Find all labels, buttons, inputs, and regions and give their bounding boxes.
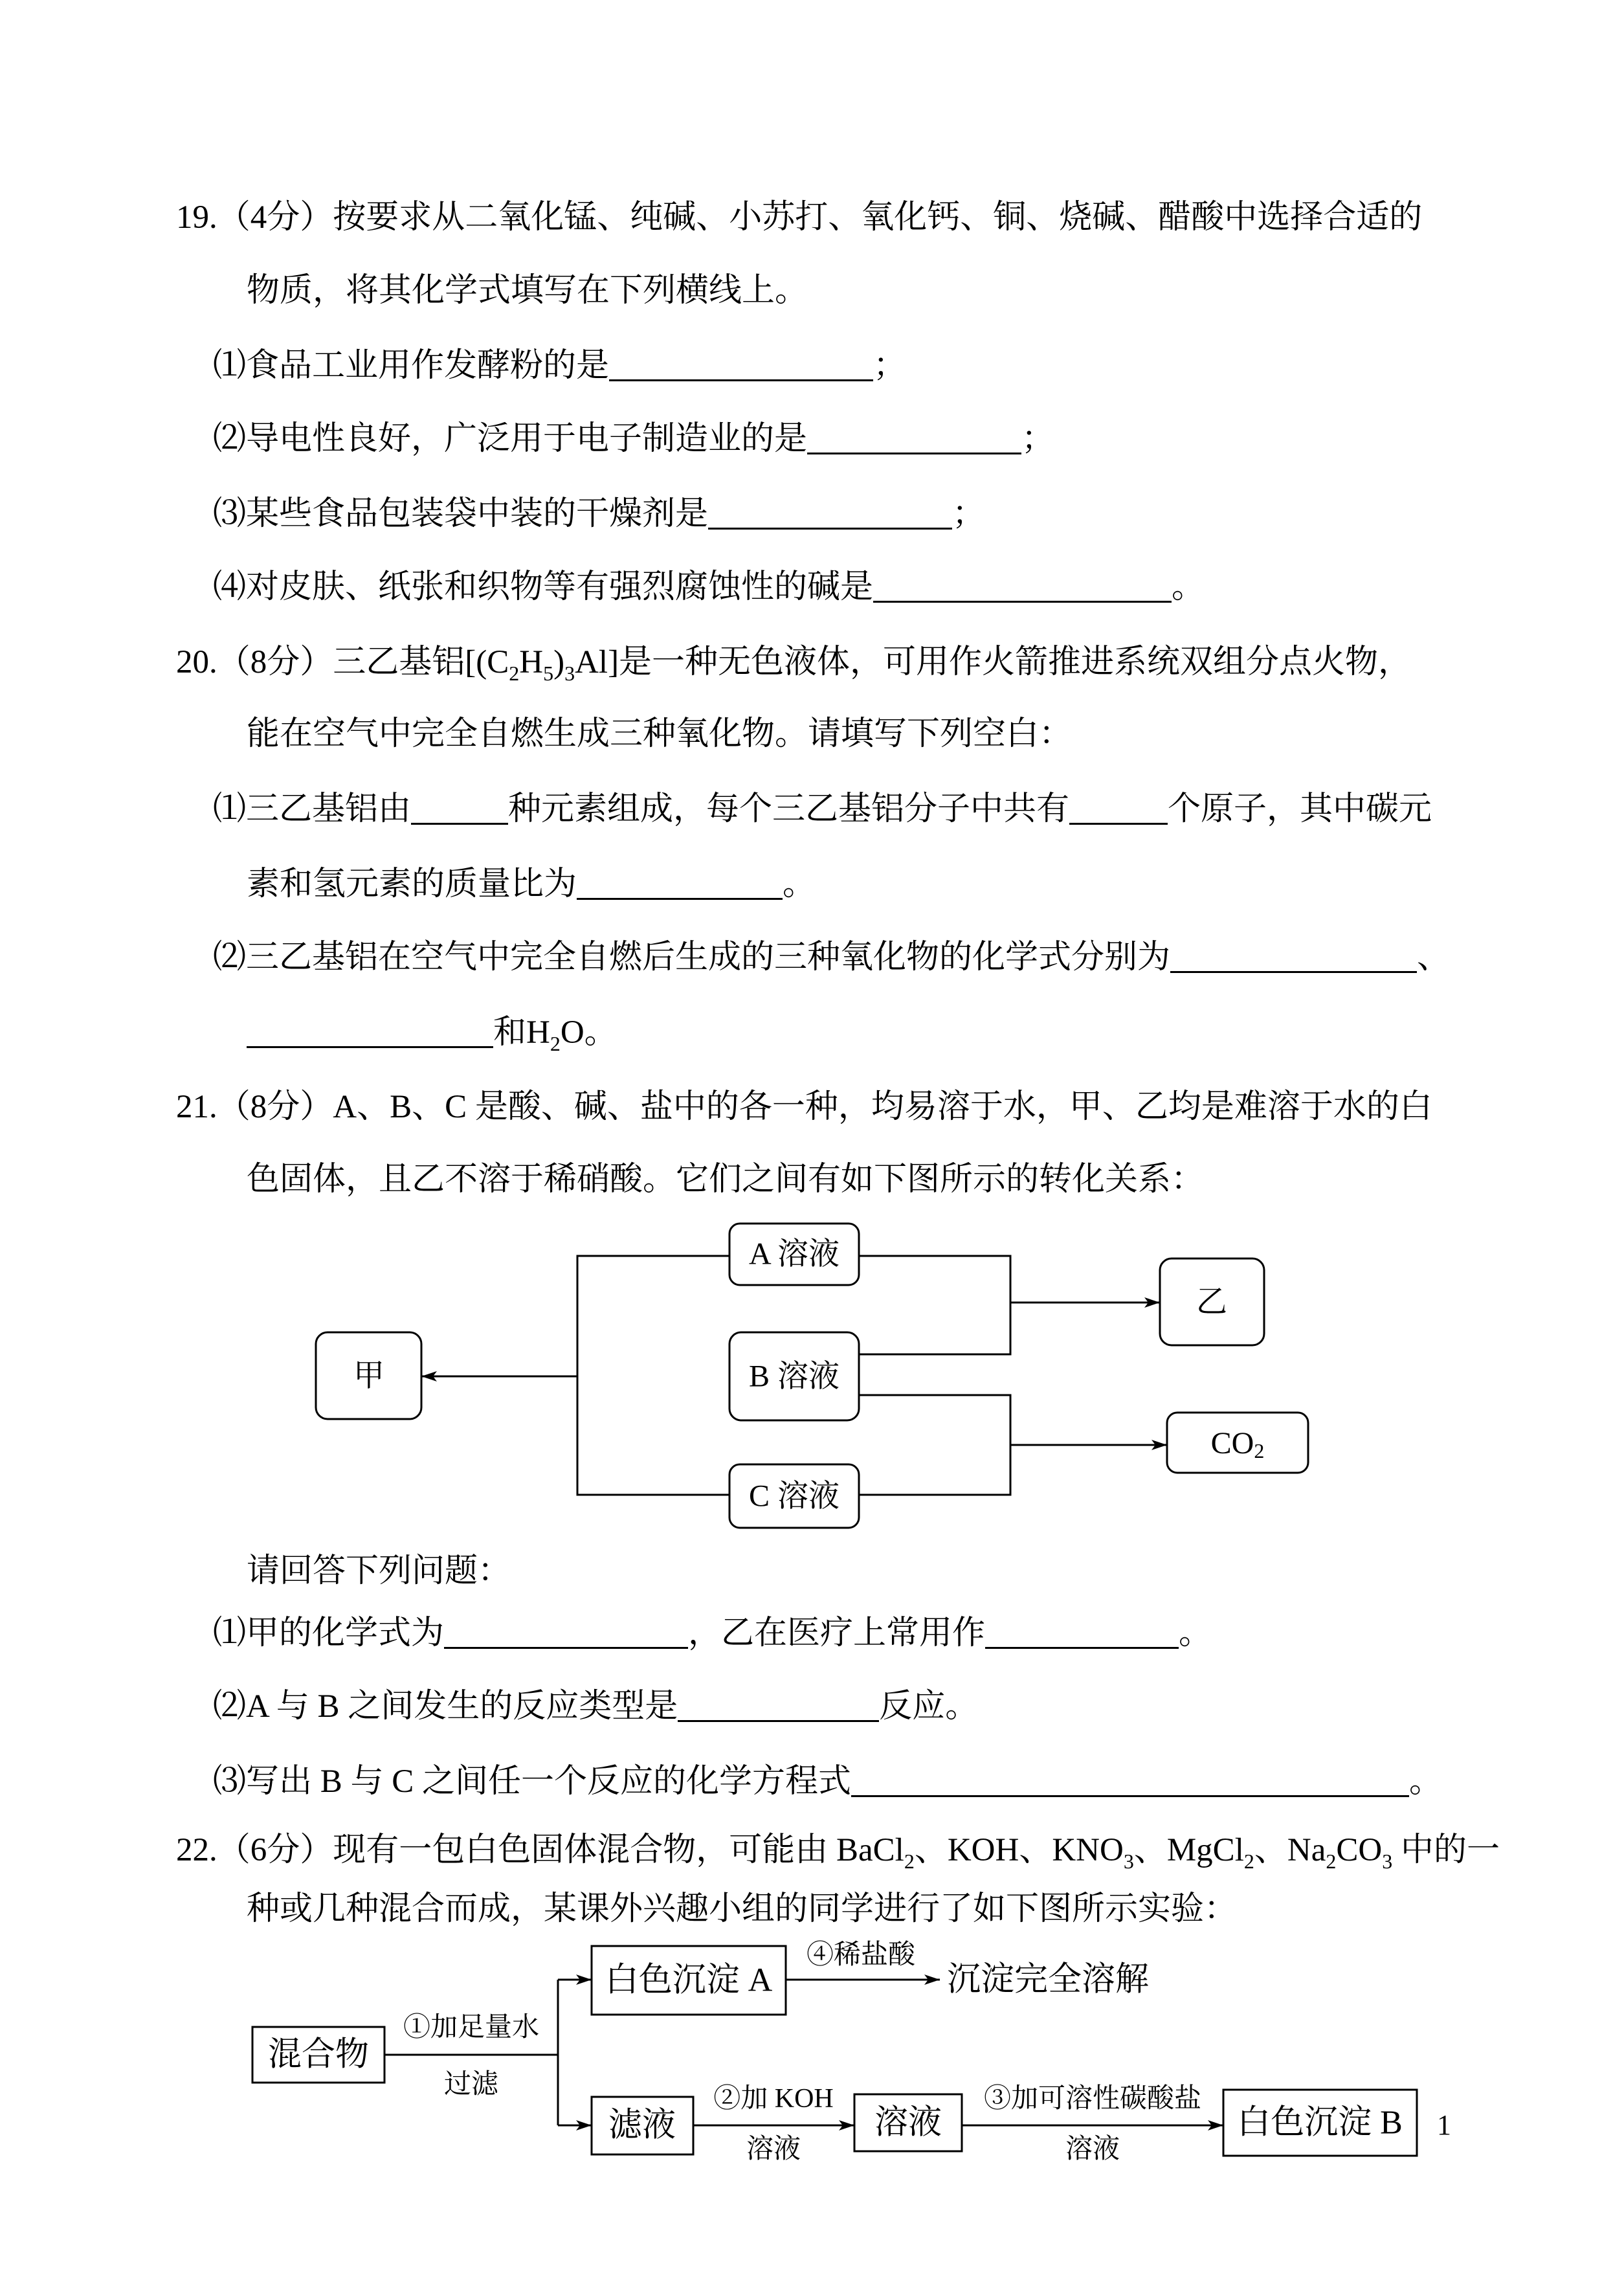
q20-stem-line-1 xyxy=(176,643,1412,685)
item-text: 、 xyxy=(1417,939,1451,976)
q20-stem-text: 20.（8分）三乙基铝[(C xyxy=(176,644,509,680)
answer-blank xyxy=(851,1769,1409,1797)
precipitate-b-label: 白色沉淀 B xyxy=(1237,2104,1403,2142)
q22-stem-text: 22.（6分）现有一包白色固体混合物，可能由 BaCl xyxy=(176,1832,904,1868)
item-text: ，乙在医疗上常用作 xyxy=(688,1615,986,1651)
answer-blank xyxy=(411,797,508,825)
item-prompt: ⑴三乙基铝由 xyxy=(213,791,412,827)
a-solution-label: A 溶液 xyxy=(748,1236,840,1271)
step4-label: ④稀盐酸 xyxy=(806,1940,916,1970)
item-end: 。 xyxy=(1179,1615,1212,1651)
q20-item-1-line-2 xyxy=(247,865,816,904)
answer-blank xyxy=(247,1020,493,1048)
q22-stem-text: 中的一 xyxy=(1392,1832,1500,1868)
q19-stem-line-2: 物质，将其化学式填写在下列横线上。 xyxy=(247,273,808,309)
q21-item-1 xyxy=(213,1614,1212,1653)
formula-text: H xyxy=(519,644,544,680)
subscript: 3 xyxy=(1123,1850,1134,1873)
formula-text: ) xyxy=(553,644,565,680)
item-end: ； xyxy=(1021,421,1055,457)
co2-formula-text: CO xyxy=(1210,1426,1254,1460)
answer-blank xyxy=(609,353,873,381)
connector-line xyxy=(859,1256,1010,1354)
item-prompt: ⑶写出 B 与 C 之间任一个反应的化学方程式 xyxy=(213,1763,852,1800)
subscript: 2 xyxy=(904,1850,915,1873)
q21-stem-line-2: 色固体，且乙不溶于稀硝酸。它们之间有如下图所示的转化关系： xyxy=(247,1161,1205,1198)
result-a-label: 沉淀完全溶解 xyxy=(947,1961,1150,1998)
item-text: 个原子，其中碳元 xyxy=(1168,791,1432,827)
item-end: ； xyxy=(952,496,986,532)
item-end: O。 xyxy=(560,1014,617,1051)
subscript: 2 xyxy=(550,1032,561,1055)
q19-item-3 xyxy=(213,495,985,533)
formula-text: 、Na xyxy=(1254,1832,1326,1868)
formula-text: 、KOH、KNO xyxy=(914,1832,1124,1868)
q19-item-2 xyxy=(213,419,1054,458)
item-end: ； xyxy=(873,348,907,384)
subscript: 2 xyxy=(509,662,520,685)
mixture-label: 混合物 xyxy=(267,2036,370,2074)
item-text: 素和氢元素的质量比为 xyxy=(247,866,577,902)
connector-line xyxy=(577,1256,729,1495)
solution-label: 溶液 xyxy=(874,2104,942,2142)
item-end: 反应。 xyxy=(879,1688,979,1725)
q22-experiment-diagram xyxy=(0,1929,1624,2175)
step1-top-label: ①加足量水 xyxy=(403,2013,540,2042)
precipitate-a-label: 白色沉淀 A xyxy=(605,1962,773,1999)
subscript: 2 xyxy=(1254,1439,1265,1462)
yi-label: 乙 xyxy=(1196,1284,1228,1319)
item-text: 种元素组成，每个三乙基铝分子中共有 xyxy=(508,791,1070,827)
answer-blank xyxy=(708,502,952,530)
subscript: 2 xyxy=(1243,1850,1254,1873)
answer-blank xyxy=(873,575,1172,603)
item-prompt: ⑴食品工业用作发酵粉的是 xyxy=(213,348,610,384)
step2-top-label: ②加 KOH xyxy=(713,2084,834,2114)
q21-conversion-diagram xyxy=(0,1204,1624,1541)
answer-blank xyxy=(985,1621,1179,1649)
filtrate-label: 滤液 xyxy=(608,2107,676,2144)
item-prompt: ⑷对皮肤、纸张和织物等有强烈腐蚀性的碱是 xyxy=(213,569,874,605)
co2-label xyxy=(1211,1426,1265,1463)
q20-item-2-line-2 xyxy=(247,1013,617,1055)
jia-label: 甲 xyxy=(353,1358,385,1393)
subscript: 3 xyxy=(564,662,575,685)
step3-top-label: ③加可溶性碳酸盐 xyxy=(983,2084,1202,2114)
q21-item-3 xyxy=(213,1762,1442,1801)
subscript: 3 xyxy=(1382,1850,1393,1873)
step3-bottom-label: 溶液 xyxy=(1065,2134,1120,2164)
item-end: 。 xyxy=(1409,1763,1443,1800)
answer-blank xyxy=(807,427,1021,454)
answer-blank xyxy=(678,1694,879,1722)
b-solution-label: B 溶液 xyxy=(748,1359,840,1394)
item-prompt: ⑵三乙基铝在空气中完全自燃后生成的三种氧化物的化学式分别为 xyxy=(213,939,1171,976)
q21-answer-prompt: 请回答下列问题： xyxy=(247,1553,511,1589)
q19-item-4 xyxy=(213,568,1205,607)
q22-stem-line-2: 种或几种混合而成，某课外兴趣小组的同学进行了如下图所示实验： xyxy=(247,1891,1238,1927)
q20-stem-text: Al]是一种无色液体，可用作火箭推进系统双组分点火物， xyxy=(575,644,1412,680)
step2-bottom-label: 溶液 xyxy=(746,2134,801,2164)
q20-item-2-line-1 xyxy=(213,938,1450,977)
q20-item-1-line-1 xyxy=(213,790,1432,829)
connector-line xyxy=(859,1395,1010,1495)
c-solution-label: C 溶液 xyxy=(748,1479,840,1514)
item-prompt: ⑵A 与 B 之间发生的反应类型是 xyxy=(213,1688,678,1725)
item-prompt: ⑴甲的化学式为 xyxy=(213,1615,445,1651)
q22-stem-line-1 xyxy=(176,1831,1500,1873)
formula-text: 、MgCl xyxy=(1133,1832,1244,1868)
subscript: 2 xyxy=(1326,1850,1337,1873)
answer-blank xyxy=(444,1621,688,1649)
item-text: 和H xyxy=(493,1014,550,1051)
page-number: 1 xyxy=(1437,2109,1451,2141)
q19-item-1 xyxy=(213,346,906,385)
formula-text: CO xyxy=(1336,1832,1383,1868)
q21-stem-line-1: 21.（8分）A、B、C 是酸、碱、盐中的各一种，均易溶于水，甲、乙均是难溶于水的白 xyxy=(176,1089,1432,1125)
answer-blank xyxy=(577,872,783,900)
q20-stem-line-2: 能在空气中完全自燃生成三种氧化物。请填写下列空白： xyxy=(247,716,1073,752)
item-prompt: ⑵导电性良好，广泛用于电子制造业的是 xyxy=(213,421,808,457)
item-end: 。 xyxy=(1172,569,1205,605)
step1-bottom-label: 过滤 xyxy=(443,2070,499,2099)
answer-blank xyxy=(1069,797,1168,825)
q21-item-2 xyxy=(213,1687,978,1726)
item-prompt: ⑶某些食品包装袋中装的干燥剂是 xyxy=(213,496,709,532)
subscript: 5 xyxy=(543,662,554,685)
q19-stem-line-1: 19.（4分）按要求从二氧化锰、纯碱、小苏打、氧化钙、铜、烧碱、醋酸中选择合适的 xyxy=(176,199,1423,236)
item-end: 。 xyxy=(783,866,816,902)
answer-blank xyxy=(1170,945,1417,973)
